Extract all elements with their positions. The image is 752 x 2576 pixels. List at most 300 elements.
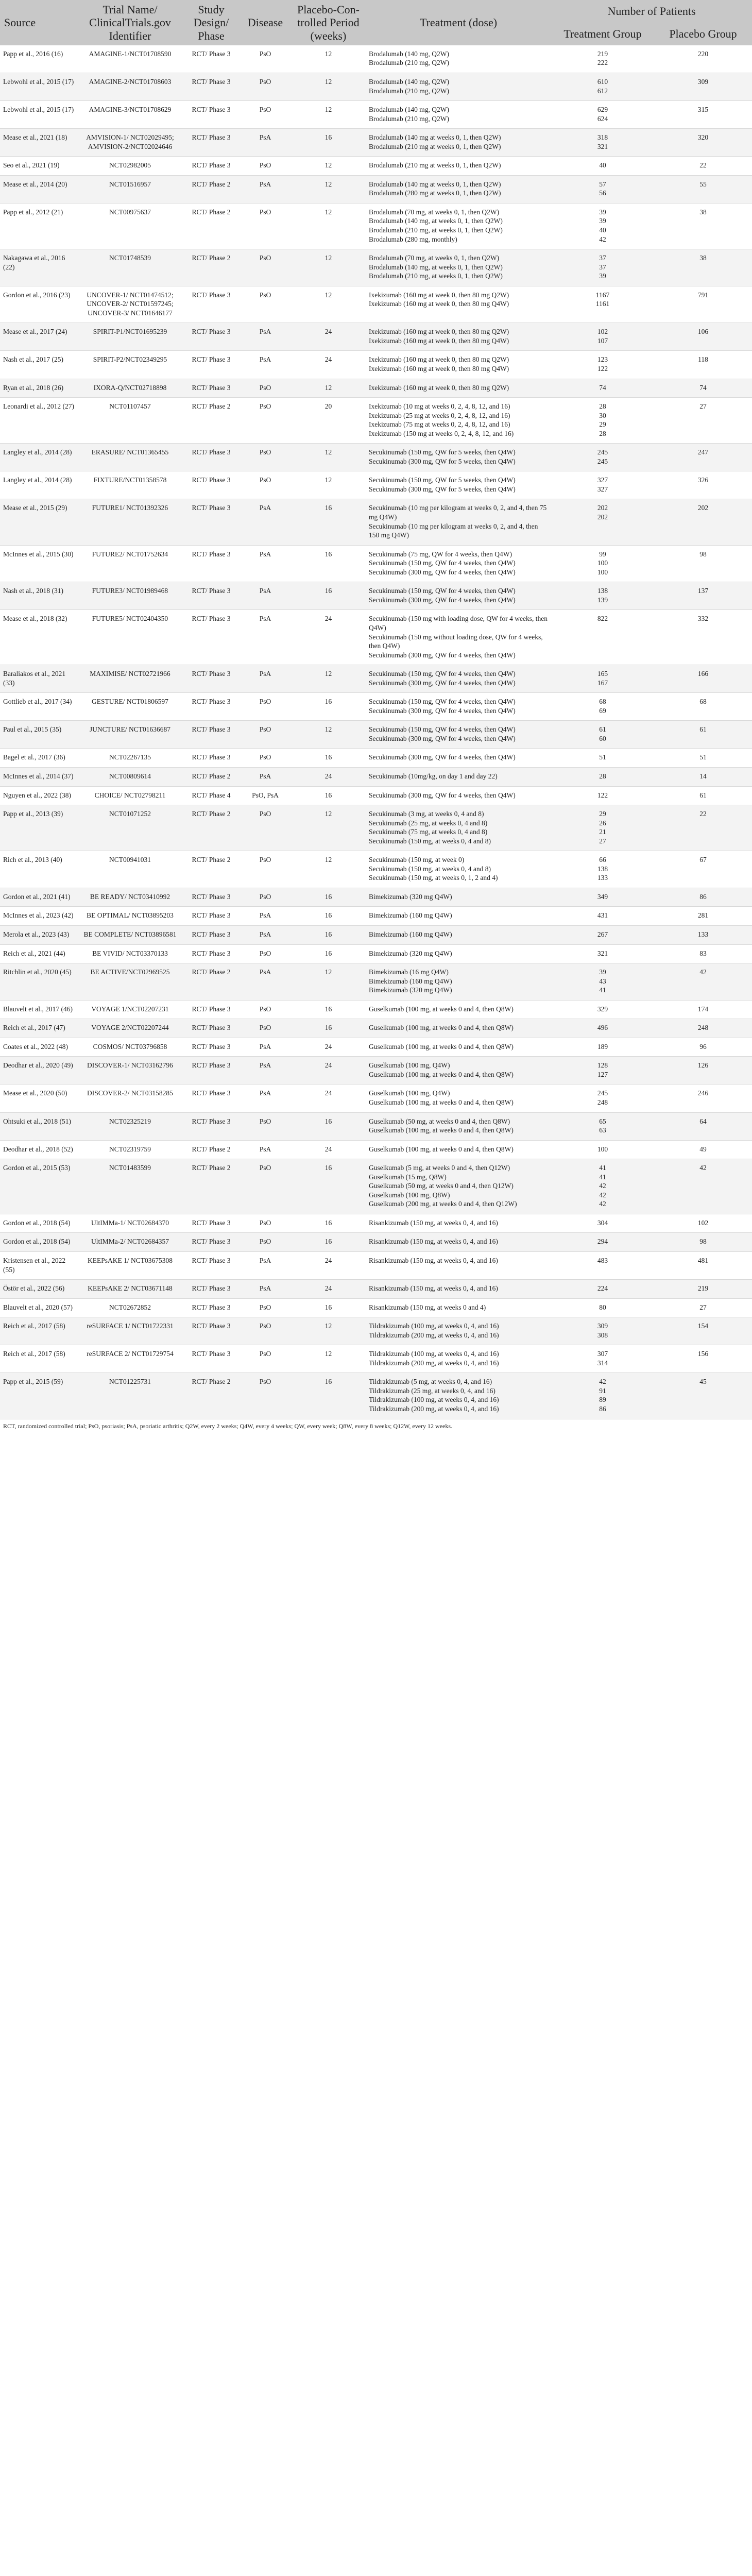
cell-treatment: [366, 1140, 551, 1159]
cell-trial: SPIRIT-P1/NCT01695239: [77, 323, 183, 351]
table-row: [0, 925, 752, 944]
cell-placebo-group: [654, 101, 752, 129]
cell-treatment-group-line: 610: [597, 77, 608, 86]
cell-treatment-line: Secukinumab (150 mg, QW for 5 weeks, then Q4W): [369, 448, 516, 456]
cell-disease: PsO: [240, 203, 291, 249]
cell-treatment-group-line: 107: [597, 336, 608, 345]
cell-treatment-line: Secukinumab (300 mg, QW for 4 weeks, then Q4W): [369, 596, 516, 604]
cell-source: Papp et al., 2013 (39): [0, 805, 77, 851]
cell-treatment-group: [551, 323, 654, 351]
cell-placebo-group-line: 86: [699, 892, 707, 901]
cell-treatment-line: Ixekizumab (150 mg at weeks 0, 2, 4, 8, 12, and 16): [369, 429, 514, 437]
cell-placebo-group: [654, 805, 752, 851]
header-treatment-group: Treatment Group: [551, 23, 654, 45]
cell-treatment-line: Secukinumab (150 mg, at weeks 0, 4 and 8): [369, 837, 491, 845]
cell-design: RCT/ Phase 3: [183, 1317, 240, 1345]
cell-treatment: [366, 1252, 551, 1280]
cell-treatment: [366, 129, 551, 157]
cell-design: RCT/ Phase 3: [183, 379, 240, 398]
cell-placebo-group-line: 281: [697, 911, 709, 920]
cell-treatment: [366, 286, 551, 323]
table-row: [0, 45, 752, 73]
cell-treatment: [366, 851, 551, 888]
header-placebo-group: Placebo Group: [654, 23, 752, 45]
cell-treatment-group-line: 28: [599, 772, 606, 780]
cell-placebo-group-line: 202: [697, 504, 709, 512]
cell-treatment-group: [551, 1345, 654, 1373]
cell-source: Nakagawa et al., 2016 (22): [0, 249, 77, 286]
cell-period: 24: [291, 323, 366, 351]
cell-treatment-group-line: 26: [599, 819, 606, 827]
cell-placebo-group-line: 154: [697, 1322, 709, 1330]
cell-period: 12: [291, 444, 366, 471]
cell-trial: VOYAGE 1/NCT02207231: [77, 1000, 183, 1019]
cell-period: 16: [291, 786, 366, 805]
cell-trial: BE COMPLETE/ NCT03896581: [77, 925, 183, 944]
cell-design: RCT/ Phase 3: [183, 157, 240, 176]
cell-disease: PsA: [240, 351, 291, 379]
cell-design: RCT/ Phase 3: [183, 1280, 240, 1299]
table-row: [0, 101, 752, 129]
table-row: [0, 499, 752, 545]
cell-design: RCT/ Phase 3: [183, 1038, 240, 1057]
cell-treatment-group: [551, 175, 654, 203]
cell-treatment-line: Tildrakizumab (200 mg, at weeks 0, 4, and 16): [369, 1359, 499, 1367]
cell-trial: NCT01483599: [77, 1159, 183, 1214]
cell-treatment-group-line: 308: [597, 1331, 608, 1339]
cell-trial: BE VIVID/ NCT03370133: [77, 944, 183, 963]
cell-treatment-line: Ixekizumab (160 mg at week 0, then 80 mg Q2W): [369, 291, 509, 299]
cell-trial: DISCOVER-1/ NCT03162796: [77, 1057, 183, 1084]
cell-trial: KEEPsAKE 1/ NCT03675308: [77, 1252, 183, 1280]
cell-design: RCT/ Phase 3: [183, 499, 240, 545]
cell-design: RCT/ Phase 2: [183, 851, 240, 888]
cell-treatment-group-line: 202: [597, 513, 608, 521]
cell-disease: PsA: [240, 925, 291, 944]
cell-treatment-group-line: 122: [597, 791, 608, 799]
cell-period: 12: [291, 721, 366, 749]
cell-design: RCT/ Phase 3: [183, 1345, 240, 1373]
cell-placebo-group: [654, 471, 752, 499]
cell-treatment: [366, 398, 551, 444]
cell-source: Deodhar et al., 2020 (49): [0, 1057, 77, 1084]
cell-design: RCT/ Phase 2: [183, 249, 240, 286]
cell-treatment-group: [551, 499, 654, 545]
cell-treatment-line: Risankizumab (150 mg, at weeks 0, 4, and 16): [369, 1238, 498, 1246]
cell-period: 12: [291, 963, 366, 1001]
cell-period: 24: [291, 610, 366, 665]
cell-placebo-group-line: 174: [697, 1005, 709, 1013]
table-row: [0, 545, 752, 582]
cell-treatment-group-line: 86: [599, 1405, 606, 1413]
cell-treatment-line: Secukinumab (10mg/kg, on day 1 and day 22): [369, 772, 498, 780]
cell-treatment-group-line: 1167: [595, 291, 610, 299]
cell-treatment-group-line: 21: [599, 828, 606, 836]
cell-disease: PsO: [240, 1373, 291, 1419]
cell-design: RCT/ Phase 4: [183, 786, 240, 805]
cell-placebo-group: [654, 925, 752, 944]
cell-treatment-line: Guselkumab (100 mg, at weeks 0 and 4, then Q8W): [369, 1042, 514, 1050]
cell-design: RCT/ Phase 3: [183, 665, 240, 693]
cell-treatment-group-line: 128: [597, 1061, 608, 1070]
cell-period: 16: [291, 907, 366, 926]
cell-treatment-group-line: 123: [597, 355, 608, 364]
cell-treatment-group: [551, 888, 654, 907]
cell-design: RCT/ Phase 3: [183, 45, 240, 73]
cell-treatment-group-line: 42: [599, 1200, 606, 1208]
cell-trial: KEEPsAKE 2/ NCT03671148: [77, 1280, 183, 1299]
cell-treatment-line: Secukinumab (150 mg, at week 0): [369, 856, 465, 864]
cell-placebo-group: [654, 499, 752, 545]
cell-source: Ryan et al., 2018 (26): [0, 379, 77, 398]
cell-treatment-group-line: 65: [599, 1117, 606, 1125]
cell-treatment-group: [551, 157, 654, 176]
table-row: [0, 1084, 752, 1112]
cell-source: Reich et al., 2021 (44): [0, 944, 77, 963]
cell-treatment-line: Secukinumab (300 mg, QW for 4 weeks, then Q4W): [369, 791, 516, 799]
cell-disease: PsA: [240, 175, 291, 203]
cell-treatment-group: [551, 545, 654, 582]
cell-treatment-group-line: 29: [599, 420, 606, 429]
cell-source: Leonardi et al., 2012 (27): [0, 398, 77, 444]
cell-treatment-group-line: 624: [597, 114, 608, 123]
cell-treatment-group-line: 41: [599, 986, 606, 994]
table-row: [0, 610, 752, 665]
cell-placebo-group: [654, 444, 752, 471]
cell-placebo-group-line: 27: [699, 402, 707, 411]
cell-trial: FUTURE5/ NCT02404350: [77, 610, 183, 665]
table-row: [0, 323, 752, 351]
cell-trial: reSURFACE 2/ NCT01729754: [77, 1345, 183, 1373]
cell-placebo-group-line: 42: [699, 1164, 707, 1172]
cell-treatment-line: Ixekizumab (10 mg at weeks 0, 2, 4, 8, 12, and 16): [369, 402, 510, 411]
cell-placebo-group-line: 61: [699, 791, 707, 799]
cell-placebo-group: [654, 1345, 752, 1373]
cell-treatment-group-line: 60: [599, 734, 606, 742]
cell-treatment-group: [551, 1084, 654, 1112]
table-row: [0, 1019, 752, 1038]
cell-source: Blauvelt et al., 2017 (46): [0, 1000, 77, 1019]
cell-treatment-line: Secukinumab (150 mg, QW for 4 weeks, then Q4W): [369, 698, 516, 706]
cell-treatment-group-line: 61: [599, 725, 606, 734]
cell-disease: PsA: [240, 610, 291, 665]
cell-treatment-line: Brodalumab (210 mg at weeks 0, 1, then Q2W): [369, 142, 501, 150]
cell-period: 24: [291, 1252, 366, 1280]
cell-treatment-group: [551, 444, 654, 471]
cell-trial: BE READY/ NCT03410992: [77, 888, 183, 907]
table-row: [0, 582, 752, 610]
cell-design: RCT/ Phase 3: [183, 351, 240, 379]
cell-treatment-group-line: 822: [597, 615, 608, 623]
cell-treatment-line: Brodalumab (280 mg, monthly): [369, 235, 457, 243]
cell-treatment-line: Guselkumab (100 mg, at weeks 0 and 4, then Q8W): [369, 1024, 514, 1032]
table-row: [0, 805, 752, 851]
cell-placebo-group: [654, 1373, 752, 1419]
cell-trial: AMAGINE-1/NCT01708590: [77, 45, 183, 73]
cell-disease: PsO: [240, 45, 291, 73]
cell-trial: BE OPTIMAL/ NCT03895203: [77, 907, 183, 926]
cell-design: RCT/ Phase 2: [183, 1373, 240, 1419]
cell-design: RCT/ Phase 3: [183, 1252, 240, 1280]
cell-treatment-group-line: 42: [599, 1378, 606, 1386]
cell-treatment-group: [551, 249, 654, 286]
table-row: [0, 1112, 752, 1140]
cell-treatment-line: Risankizumab (150 mg, at weeks 0, 4, and 16): [369, 1284, 498, 1293]
cell-source: Bagel et al., 2017 (36): [0, 749, 77, 768]
cell-treatment-line: Secukinumab (300 mg, QW for 4 weeks, then Q4W): [369, 651, 516, 659]
cell-trial: COSMOS/ NCT03796858: [77, 1038, 183, 1057]
cell-treatment: [366, 786, 551, 805]
cell-period: 12: [291, 157, 366, 176]
cell-source: McInnes et al., 2014 (37): [0, 767, 77, 786]
cell-placebo-group: [654, 1280, 752, 1299]
cell-period: 16: [291, 1214, 366, 1233]
cell-treatment-group-line: 304: [597, 1218, 608, 1227]
cell-trial: IXORA-Q/NCT02718898: [77, 379, 183, 398]
cell-period: 20: [291, 398, 366, 444]
cell-treatment-group-line: 99: [599, 550, 606, 558]
cell-placebo-group-line: 219: [697, 1284, 709, 1293]
cell-treatment-line: Guselkumab (100 mg, Q8W): [369, 1191, 450, 1199]
cell-treatment-line: Brodalumab (70 mg, at weeks 0, 1, then Q2W): [369, 254, 500, 262]
cell-disease: PsA: [240, 767, 291, 786]
cell-trial: SPIRIT-P2/NCT02349295: [77, 351, 183, 379]
cell-source: Reich et al., 2017 (58): [0, 1317, 77, 1345]
cell-treatment: [366, 944, 551, 963]
cell-treatment-line: Brodalumab (210 mg, Q2W): [369, 59, 449, 67]
table-row: [0, 444, 752, 471]
cell-disease: PsO: [240, 1317, 291, 1345]
cell-period: 12: [291, 805, 366, 851]
header-disease: Disease: [240, 0, 291, 45]
cell-placebo-group: [654, 721, 752, 749]
table-row: [0, 693, 752, 721]
cell-treatment: [366, 805, 551, 851]
cell-disease: PsA: [240, 1280, 291, 1299]
cell-treatment-group: [551, 665, 654, 693]
cell-treatment-line: Tildrakizumab (100 mg, at weeks 0, 4, and 16): [369, 1396, 499, 1404]
cell-trial: AMAGINE-3/NCT01708629: [77, 101, 183, 129]
cell-disease: PsA: [240, 907, 291, 926]
cell-period: 12: [291, 665, 366, 693]
cell-trial: NCT02267135: [77, 749, 183, 768]
cell-treatment-line: Guselkumab (100 mg, at weeks 0 and 4, then Q8W): [369, 1005, 514, 1013]
cell-treatment-group-line: 245: [597, 1089, 608, 1097]
cell-period: 12: [291, 286, 366, 323]
cell-treatment-group: [551, 1159, 654, 1214]
cell-trial: FIXTURE/NCT01358578: [77, 471, 183, 499]
table-row: [0, 1057, 752, 1084]
cell-treatment: [366, 1373, 551, 1419]
cell-treatment-group-line: 294: [597, 1238, 608, 1246]
cell-treatment-group-line: 69: [599, 706, 606, 715]
cell-source: Ohtsuki et al., 2018 (51): [0, 1112, 77, 1140]
cell-treatment-group: [551, 129, 654, 157]
cell-placebo-group: [654, 582, 752, 610]
cell-disease: PsO: [240, 888, 291, 907]
cell-treatment-line: Secukinumab (150 mg, QW for 4 weeks, then Q4W): [369, 587, 516, 595]
cell-treatment: [366, 1019, 551, 1038]
cell-treatment-line: Bimekizumab (160 mg Q4W): [369, 930, 452, 938]
cell-period: 24: [291, 1140, 366, 1159]
cell-treatment-group: [551, 1298, 654, 1317]
table-row: [0, 767, 752, 786]
cell-source: Mease et al., 2018 (32): [0, 610, 77, 665]
cell-treatment-line: Bimekizumab (160 mg Q4W): [369, 977, 452, 985]
cell-period: 16: [291, 1233, 366, 1252]
cell-treatment-group: [551, 1373, 654, 1419]
cell-source: Langley et al., 2014 (28): [0, 471, 77, 499]
cell-placebo-group: [654, 1112, 752, 1140]
cell-period: 24: [291, 1084, 366, 1112]
cell-period: 12: [291, 1345, 366, 1373]
cell-placebo-group: [654, 963, 752, 1001]
cell-treatment: [366, 157, 551, 176]
cell-placebo-group-line: 126: [697, 1061, 709, 1070]
cell-treatment-group-line: 245: [597, 448, 608, 456]
cell-source: Baraliakos et al., 2021 (33): [0, 665, 77, 693]
table-row: [0, 1159, 752, 1214]
cell-placebo-group: [654, 1000, 752, 1019]
cell-trial: NCT02982005: [77, 157, 183, 176]
cell-treatment-group-line: 321: [597, 949, 608, 957]
cell-period: 12: [291, 45, 366, 73]
cell-source: Merola et al., 2023 (43): [0, 925, 77, 944]
cell-trial: NCT01748539: [77, 249, 183, 286]
cell-treatment: [366, 1084, 551, 1112]
cell-disease: PsA: [240, 545, 291, 582]
cell-treatment: [366, 351, 551, 379]
cell-design: RCT/ Phase 3: [183, 1214, 240, 1233]
cell-treatment-group: [551, 925, 654, 944]
cell-disease: PsO: [240, 286, 291, 323]
cell-treatment-line: Secukinumab (150 mg with loading dose, QW for 4 weeks, then Q4W): [369, 615, 548, 632]
cell-placebo-group: [654, 1057, 752, 1084]
cell-treatment: [366, 907, 551, 926]
cell-treatment-group: [551, 1038, 654, 1057]
cell-treatment-line: Secukinumab (150 mg, QW for 4 weeks, then Q4W): [369, 725, 516, 734]
cell-treatment-line: Secukinumab (150 mg, at weeks 0, 4 and 8): [369, 865, 491, 873]
cell-trial: NCT02325219: [77, 1112, 183, 1140]
cell-treatment-group: [551, 73, 654, 100]
cell-source: McInnes et al., 2023 (42): [0, 907, 77, 926]
cell-source: Papp et al., 2015 (59): [0, 1373, 77, 1419]
cell-treatment-line: Bimekizumab (160 mg Q4W): [369, 911, 452, 920]
cell-treatment-line: Ixekizumab (160 mg at week 0, then 80 mg Q4W): [369, 336, 509, 345]
table-row: [0, 249, 752, 286]
table-row: [0, 1345, 752, 1373]
cell-period: 12: [291, 175, 366, 203]
cell-treatment-group-line: 329: [597, 1005, 608, 1013]
cell-source: Lebwohl et al., 2015 (17): [0, 101, 77, 129]
cell-disease: PsO: [240, 749, 291, 768]
cell-treatment-group-line: 309: [597, 1322, 608, 1330]
cell-placebo-group: [654, 129, 752, 157]
cell-treatment-group-line: 496: [597, 1024, 608, 1032]
cell-design: RCT/ Phase 3: [183, 749, 240, 768]
cell-treatment: [366, 73, 551, 100]
cell-treatment-line: Ixekizumab (160 mg at week 0, then 80 mg Q2W): [369, 355, 509, 364]
cell-placebo-group-line: 137: [697, 587, 709, 595]
cell-placebo-group-line: 38: [699, 254, 707, 262]
cell-treatment-line: Secukinumab (150 mg, QW for 5 weeks, then Q4W): [369, 476, 516, 484]
cell-treatment: [366, 1112, 551, 1140]
cell-treatment-group-line: 327: [597, 476, 608, 484]
cell-treatment-line: Bimekizumab (320 mg Q4W): [369, 892, 452, 901]
cell-treatment-group-line: 202: [597, 504, 608, 512]
cell-disease: PsO: [240, 805, 291, 851]
cell-placebo-group-line: 326: [697, 476, 709, 484]
table-row: [0, 1252, 752, 1280]
cell-treatment: [366, 888, 551, 907]
cell-treatment-group-line: 100: [597, 1145, 608, 1153]
table-footnote: RCT, randomized controlled trial; PsO, psoriasis; PsA, psoriatic arthritis; Q2W, every 2 weeks; Q4W, every 4 weeks; QW, every week; Q8W, every 8 weeks; Q12W, every 12 weeks.: [3, 1422, 453, 1430]
cell-treatment: [366, 1159, 551, 1214]
cell-source: Nash et al., 2018 (31): [0, 582, 77, 610]
table-row: [0, 907, 752, 926]
cell-treatment-line: Secukinumab (75 mg, QW for 4 weeks, then Q4W): [369, 550, 512, 558]
cell-treatment-line: Tildrakizumab (5 mg, at weeks 0, 4, and 16): [369, 1378, 492, 1386]
cell-disease: PsO: [240, 1233, 291, 1252]
cell-disease: PsO, PsA: [240, 786, 291, 805]
cell-period: 16: [291, 1373, 366, 1419]
cell-disease: PsA: [240, 499, 291, 545]
cell-treatment-line: Guselkumab (100 mg, at weeks 0 and 4, then Q8W): [369, 1145, 514, 1153]
cell-period: 16: [291, 925, 366, 944]
cell-disease: PsO: [240, 851, 291, 888]
cell-placebo-group-line: 248: [697, 1024, 709, 1032]
cell-treatment-group: [551, 767, 654, 786]
table-header: [0, 0, 752, 45]
cell-disease: PsA: [240, 1140, 291, 1159]
table-row: [0, 286, 752, 323]
cell-period: 12: [291, 203, 366, 249]
cell-period: 12: [291, 249, 366, 286]
cell-placebo-group: [654, 323, 752, 351]
cell-design: RCT/ Phase 3: [183, 582, 240, 610]
cell-placebo-group: [654, 851, 752, 888]
cell-treatment-line: Secukinumab (150 mg, QW for 4 weeks, then Q4W): [369, 559, 516, 567]
cell-placebo-group-line: 74: [699, 383, 707, 392]
cell-treatment-group-line: 30: [599, 411, 606, 419]
cell-treatment: [366, 582, 551, 610]
cell-treatment-group-line: 133: [597, 874, 608, 882]
cell-disease: PsA: [240, 582, 291, 610]
cell-trial: AMAGINE-2/NCT01708603: [77, 73, 183, 100]
cell-disease: PsO: [240, 444, 291, 471]
header-period: Placebo-Con- trolled Period (weeks): [291, 0, 366, 45]
cell-source: Gordon et al., 2015 (53): [0, 1159, 77, 1214]
cell-treatment-group-line: 314: [597, 1359, 608, 1367]
cell-placebo-group: [654, 944, 752, 963]
cell-trial: AMVISION-1/ NCT02029495; AMVISION-2/NCT02024646: [77, 129, 183, 157]
cell-treatment-line: Ixekizumab (75 mg at weeks 0, 2, 4, 8, 12, and 16): [369, 420, 510, 429]
cell-treatment-group-line: 56: [599, 189, 606, 197]
cell-source: Mease et al., 2014 (20): [0, 175, 77, 203]
cell-source: Gordon et al., 2018 (54): [0, 1233, 77, 1252]
cell-treatment-line: Bimekizumab (320 mg Q4W): [369, 949, 452, 957]
cell-treatment-line: Guselkumab (100 mg, Q4W): [369, 1061, 450, 1070]
table-row: [0, 1000, 752, 1019]
cell-treatment: [366, 175, 551, 203]
cell-source: Mease et al., 2015 (29): [0, 499, 77, 545]
cell-trial: NCT01225731: [77, 1373, 183, 1419]
cell-treatment-group-line: 483: [597, 1257, 608, 1265]
cell-period: 24: [291, 1280, 366, 1299]
cell-treatment-group: [551, 907, 654, 926]
cell-source: Deodhar et al., 2018 (52): [0, 1140, 77, 1159]
cell-treatment-group: [551, 1252, 654, 1280]
